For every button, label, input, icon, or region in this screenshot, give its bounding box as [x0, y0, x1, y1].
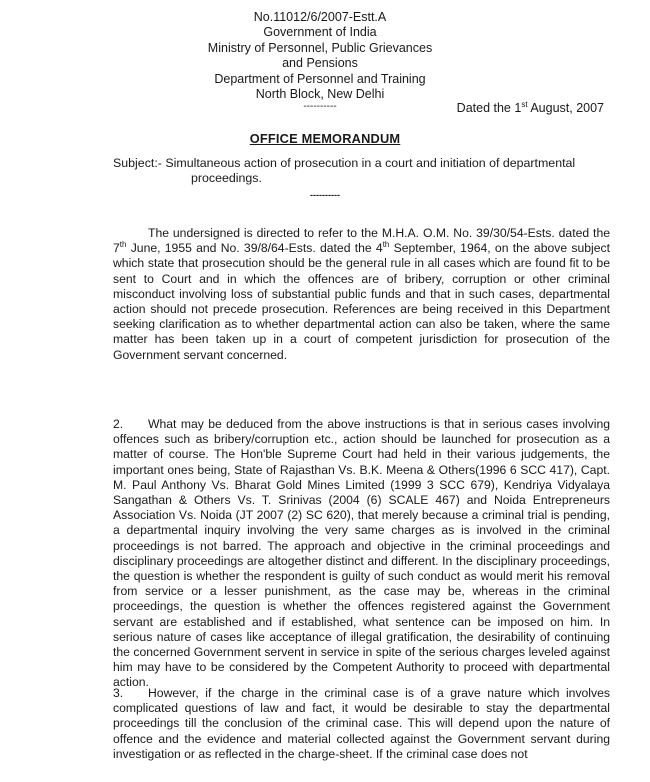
paragraph-3-text: However, if the charge in the criminal case is of a grave nature which involves complicated questions of law and fact, it would be desirable to stay the departmental proceedings till the conclusion of the criminal case. This will depend upon the nature of offence and the evidence and material collected against the Government servant during investigation or as reflected in the charge-sheet. If the criminal case does not [113, 686, 610, 761]
subject-label: Subject:- [113, 156, 162, 170]
ministry-name: Ministry of Personnel, Public Grievances and Pensions [207, 40, 433, 71]
date-ordinal: st [521, 99, 528, 109]
header-separator: ---------- [303, 101, 337, 113]
paragraph-1-sup-b: th [382, 240, 390, 250]
subject-text-line1: Simultaneous action of prosecution in a court and initiation of departmental [161, 156, 576, 170]
government-name: Government of India [263, 25, 377, 40]
paragraph-1-text-c: September, 1964, on the above subject which state that prosecution should be the general rule in all cases which are found fit to be sent to Court and in which the offences are of bribery, corruption or other criminal misconduct involving loss of substantial public funds and that in such cases, departmental action should not precede prosecution. References are being received in this Department seeking clarification as to whether departmental action can also be taken, where the same matter has been taken up in a court of competent jurisdiction for prosecution of the Government servant concerned. [113, 241, 610, 362]
paragraph-2-text: What may be deduced from the above instructions is that in serious cases involving offences such as bribery/corruption etc., action should be launched for prosecution as a matter of course. The Hon'ble Supreme Court had held in their various judgements, the important ones being, State of Rajasthan Vs. B.K. Meena & Others(1996 6 SCC 417), Capt. M. Paul Anthony Vs. Bharat Gold Mines Limited (1999 3 SCC 679), Kendriya Vidyalaya Sangathan & Others Vs. T. Srinivas (2004 (6) SCALE 467) and Noida Entrepreneurs Association Vs. Noida (JT 2007 (2) SC 620), that merely because a criminal trial is pending, a departmental inquiry involving the very same charges as is involved in the criminal proceedings is not barred. The approach and objective in the criminal proceedings and disciplinary proceedings are altogether distinct and different. In the disciplinary proceedings, the question is whether the respondent is guilty of such conduct as would merit his removal from service or a lesser punishment, as the case may be, whereas in the criminal proceedings, the question is whether the offences registered against the Government servant are established and if established, what sentence can be imposed on him. In serious nature of cases like acceptance of illegal gratification, the desirability of continuing the concerned Government servent in service in spite of the serious charges leveled against him may have to be considered by the Competent Authority to proceed with departmental action. [113, 417, 610, 690]
paragraph-1-text-b: June, 1955 and No. 39/8/64-Ests. dated the 4 [126, 241, 383, 256]
date-prefix: Dated the 1 [456, 101, 522, 115]
paragraph-1-sup-a: th [119, 240, 127, 250]
paragraph-3 [113, 686, 610, 762]
subject-line [113, 156, 618, 186]
department-name: Department of Personnel and Training [214, 71, 426, 86]
paragraph-1-text-a: The undersigned is directed to refer to the M.H.A. O.M. No. 39/30/54-Ests. dated the 7 [113, 226, 610, 256]
paragraph-1 [113, 226, 610, 363]
document-title: OFFICE MEMORANDUM [249, 131, 401, 146]
reference-number: No.11012/6/2007-Estt.A [253, 10, 387, 24]
office-location: North Block, New Delhi [255, 87, 385, 102]
paragraph-3-number: 3. [113, 686, 124, 700]
subject-separator: ---------- [310, 190, 340, 200]
paragraph-2-number: 2. [113, 417, 124, 431]
letterhead [200, 10, 440, 112]
subject-text-line2: proceedings. [191, 171, 262, 186]
paragraph-2 [113, 417, 610, 691]
date-suffix: August, 2007 [527, 101, 604, 115]
date-line [457, 101, 604, 116]
